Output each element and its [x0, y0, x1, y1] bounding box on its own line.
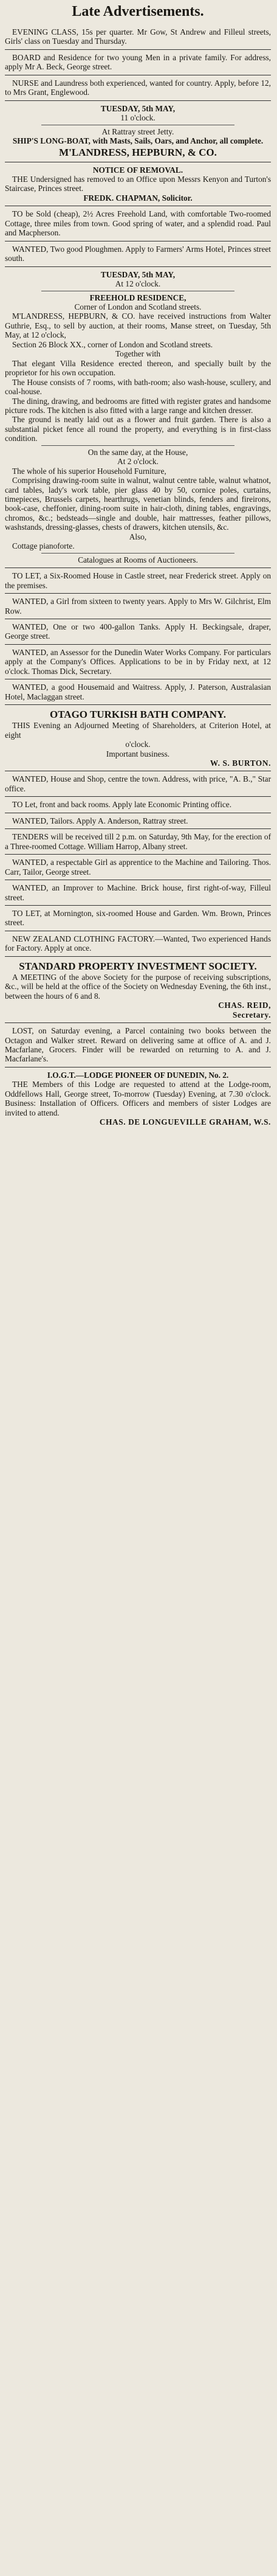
ad-paragraph: TENDERS will be received till 2 p.m. on Saturday, 9th May, for the erection of a Three-roomed Cottage. William Harrop, Albany street. — [5, 832, 271, 851]
advertisement — [5, 880, 271, 906]
advertisement — [5, 829, 271, 855]
advertisement — [5, 813, 271, 829]
advertisement — [5, 1023, 271, 1068]
advertisement — [5, 568, 271, 594]
ad-heading: SHIP'S LONG-BOAT, with Masts, Sails, Oars, and Anchor, all complete. — [12, 136, 264, 146]
ad-paragraph: BOARD and Residence for two young Men in a private family. For address, apply Mr A. Beck, George street. — [5, 52, 271, 72]
ad-paragraph: WANTED, One or two 400-gallon Tanks. Apply H. Beckingsale, draper, George street. — [5, 622, 271, 641]
advertisement — [5, 267, 271, 569]
ad-heading: FREEHOLD RESIDENCE, — [89, 293, 186, 302]
page-title: Late Advertisements. — [72, 4, 204, 19]
advertisement — [5, 206, 271, 241]
ad-paragraph: Section 26 Block XX., corner of London and Scotland streets. — [12, 339, 213, 349]
ad-paragraph: Cottage pianoforte. — [12, 541, 75, 551]
ad-signature: CHAS. DE LONGUEVILLE GRAHAM, W.S. — [99, 1117, 271, 1127]
ad-paragraph: M'LANDRESS, HEPBURN, & CO. have received instructions from Walter Guthrie, Esq., to sell by auction, at their rooms, Manse street, on Tuesday, 5th May, at 12 o'clock, — [5, 311, 271, 340]
ad-paragraph: WANTED, Two good Ploughmen. Apply to Farmers' Arms Hotel, Princes street south. — [5, 244, 271, 263]
ad-paragraph: THE Undersigned has removed to an Office upon Messrs Kenyon and Turton's Staircase, Princes street. — [5, 174, 271, 193]
ad-signature: Secretary. — [233, 1010, 271, 1019]
ad-paragraph: WANTED, a respectable Girl as apprentice to the Machine and Tailoring. Thos. Carr, Tailor, George street. — [5, 858, 271, 877]
ad-paragraph: THIS Evening an Adjourned Meeting of Shareholders, at Criterion Hotel, at eight — [5, 721, 271, 740]
ad-paragraph: The whole of his superior Household Furniture, — [12, 466, 166, 476]
ad-paragraph: WANTED, a Girl from sixteen to twenty years. Apply to Mrs W. Gilchrist, Elm Row. — [5, 597, 271, 616]
ad-centered-line: At Rattray street Jetty. — [101, 127, 174, 136]
advertisement — [5, 24, 271, 50]
advertisement — [5, 1068, 271, 1130]
advertisement — [5, 679, 271, 705]
ad-signature: CHAS. REID, — [218, 1001, 271, 1010]
advertisement — [5, 771, 271, 797]
advertisement — [5, 75, 271, 101]
ad-centered-line: o'clock. — [125, 740, 151, 749]
ad-paragraph: TO be Sold (cheap), 2½ Acres Freehold Land, with comfortable Two-roomed Cottage, three miles from town. Good spring of water, and a splendid road. Paul and Macpherson. — [5, 209, 271, 238]
ad-centered-line: Important business. — [106, 749, 170, 759]
ad-paragraph: NEW ZEALAND CLOTHING FACTORY.—Wanted, Two experienced Hands for Factory. Apply at once. — [5, 934, 271, 953]
advertisement — [5, 931, 271, 957]
ad-paragraph: A MEETING of the above Society for the purpose of receiving subscriptions, &c., will be held at the office of the Society on Wednesday Evening, the 6th inst., between the hours of 6 and 8. — [5, 972, 271, 1001]
ad-heading: NOTICE OF REMOVAL. — [92, 165, 183, 175]
ad-paragraph: WANTED, an Assessor for the Dunedin Water Works Company. For particulars apply at the Company's Offices. Applications to be in by Friday next, at 12 o'clock. Thomas Dick, Secretary. — [5, 647, 271, 676]
ad-paragraph: NURSE and Laundress both experienced, wanted for country. Apply, before 12, to Mrs Grant, Englewood. — [5, 78, 271, 97]
ad-paragraph: Comprising drawing-room suite in walnut, walnut centre table, walnut whatnot, card tables, lady's work table, pier glass 40 by 50, cornice poles, curtains, timepieces, Brussels carpets, hearthrugs, venetian blinds, fenders and fireirons, book-case, cheffonier, dining-room suite in hair-cloth, dining tables, engravings, chromos, &c.; bedsteads—single and double, hair mattresses, feather pillows, washstands, dressing-glasses, chests of drawers, kitchen utensils, &c. — [5, 476, 271, 532]
ad-heading: I.O.G.T.—LODGE PIONEER OF DUNEDIN, No. 2. — [47, 1070, 229, 1080]
ad-paragraph: That elegant Villa Residence erected thereon, and specially built by the proprietor for his own occupation. — [5, 358, 271, 378]
ad-display-heading: STANDARD PROPERTY INVESTMENT SOCIETY. — [19, 960, 257, 972]
advertisement — [5, 645, 271, 679]
ad-centered-line: Also, — [129, 532, 147, 541]
ad-paragraph: The dining, drawing, and bedrooms are fitted with register grates and handsome picture rods. The kitchen is also fitted with a large range and kitchen dresser. — [5, 396, 271, 415]
ad-paragraph: TO Let, front and back rooms. Apply late Economic Printing office. — [12, 800, 232, 810]
rule-divider — [41, 445, 234, 446]
ad-display-heading: OTAGO TURKISH BATH COMPANY. — [50, 709, 226, 721]
ad-display-heading: M'LANDRESS, HEPBURN, & CO. — [59, 146, 217, 158]
advertisement — [5, 619, 271, 645]
ad-centered-line: Corner of London and Scotland streets. — [74, 302, 202, 311]
ad-paragraph: THE Members of this Lodge are requested to attend at the Lodge-room, Oddfellows Hall, George street, To-morrow (Tuesday) Evening, at 7.30 o'clock. Business: Installation of Officers. Officers and members of sister Lodges are invited to attend. — [5, 1080, 271, 1117]
ad-centered-line: 11 o'clock. — [120, 113, 156, 123]
ad-centered-line: Together with — [115, 349, 161, 359]
ad-paragraph: TO LET, at Mornington, six-roomed House and Garden. Wm. Brown, Princes street. — [5, 908, 271, 928]
rule-divider — [41, 553, 234, 554]
advertisement — [5, 797, 271, 813]
advertisement — [5, 50, 271, 75]
advertisement — [5, 957, 271, 1023]
ad-centered-line: On the same day, at the House, — [87, 447, 188, 457]
ad-paragraph: WANTED, House and Shop, centre the town. Address, with price, "A. B.," Star office. — [5, 774, 271, 793]
advertisement — [5, 162, 271, 207]
ad-paragraph: The House consists of 7 rooms, with bath-room; also wash-house, scullery, and coal-house. — [5, 377, 271, 397]
advertisement — [5, 241, 271, 267]
advertisement — [5, 705, 271, 771]
ad-centered-line: Catalogues at Rooms of Auctioneers. — [78, 555, 198, 564]
ad-paragraph: EVENING CLASS, 15s per quarter. Mr Gow, St Andrew and Filleul streets, Girls' class on Tuesday and Thursday. — [5, 27, 271, 46]
ad-paragraph: WANTED, a good Housemaid and Waitress. Apply, J. Paterson, Australasian Hotel, Maclaggan street. — [5, 682, 271, 701]
ad-paragraph: TO LET, a Six-Roomed House in Castle street, near Frederick street. Apply on the premises. — [5, 571, 271, 590]
ad-heading: TUESDAY, 5th MAY, — [100, 269, 176, 279]
ad-heading: FREDK. CHAPMAN, Solicitor. — [83, 193, 193, 203]
ad-signature: W. S. BURTON. — [210, 759, 271, 768]
advertisement — [5, 101, 271, 162]
advertisement — [5, 906, 271, 931]
ad-paragraph: WANTED, an Improver to Machine. Brick house, first right-of-way, Filleul street. — [5, 883, 271, 902]
advertisement — [5, 594, 271, 619]
advertisement — [5, 855, 271, 880]
advertisement-list — [5, 24, 271, 1130]
ad-paragraph: The ground is neatly laid out as a flower and fruit garden. There is also a substantial picket fence all round the property, and everything is in first-class condition. — [5, 415, 271, 443]
ad-centered-line: At 2 o'clock. — [117, 457, 159, 467]
ad-paragraph: LOST, on Saturday evening, a Parcel containing two books between the Octagon and Walker street. Reward on delivering same at office of A. and J. Macfarlane, Grocers. Finder will be rewarded on returning to A. and J. Macfarlane's. — [5, 1026, 271, 1064]
ad-centered-line: At 12 o'clock. — [115, 279, 161, 289]
ad-heading: TUESDAY, 5th MAY, — [100, 103, 176, 113]
ad-paragraph: WANTED, Tailors. Apply A. Anderson, Rattray street. — [12, 816, 188, 825]
